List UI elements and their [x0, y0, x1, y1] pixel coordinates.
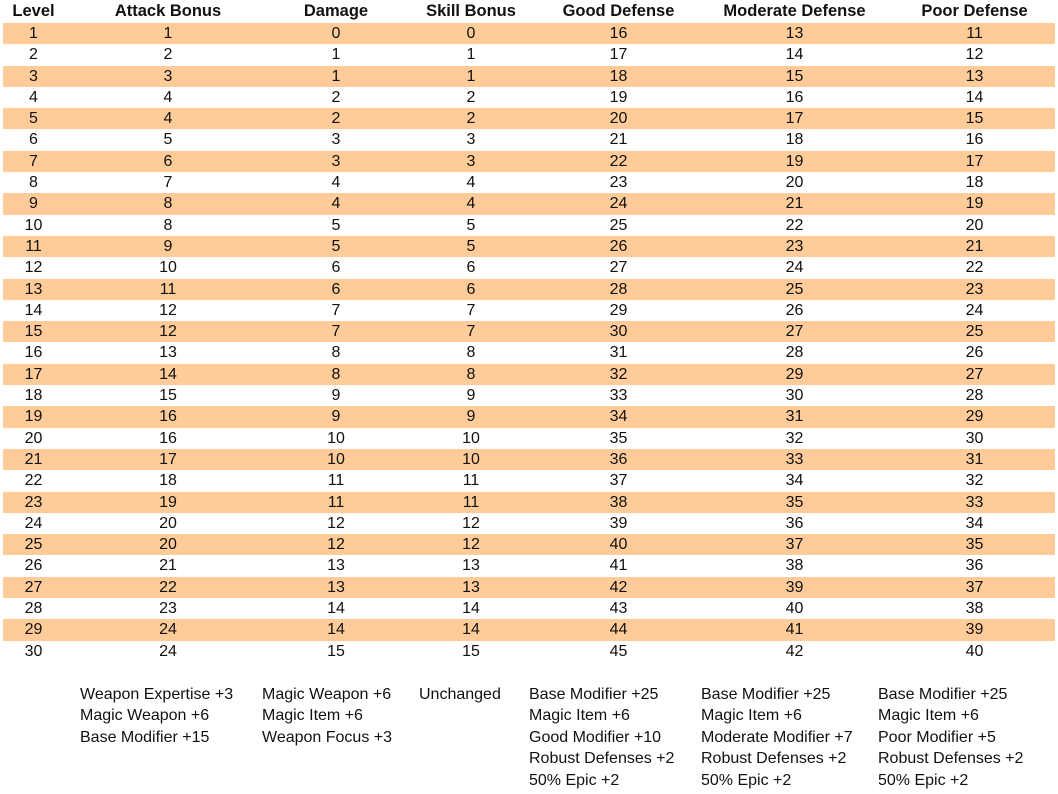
cell-level: 3	[3, 66, 64, 87]
cell-skill-bonus: 4	[400, 172, 542, 193]
note-line: 50% Epic +2	[701, 771, 792, 789]
cell-poor-defense: 37	[894, 577, 1055, 598]
table-row	[3, 428, 1055, 449]
cell-good-defense: 31	[542, 342, 695, 363]
cell-damage: 1	[272, 66, 400, 87]
cell-moderate-defense: 41	[695, 619, 894, 640]
cell-level: 27	[3, 577, 64, 598]
table-row	[3, 87, 1055, 108]
cell-level: 14	[3, 300, 64, 321]
cell-poor-defense: 15	[894, 108, 1055, 129]
cell-damage: 6	[272, 279, 400, 300]
note-line: Robust Defenses +2	[529, 750, 675, 768]
cell-good-defense: 25	[542, 215, 695, 236]
cell-poor-defense: 35	[894, 534, 1055, 555]
header-moderate-defense: Moderate Defense	[723, 2, 866, 20]
cell-good-defense: 32	[542, 364, 695, 385]
cell-damage: 10	[272, 428, 400, 449]
cell-moderate-defense: 14	[695, 44, 894, 65]
cell-moderate-defense: 40	[695, 598, 894, 619]
note-line: Magic Weapon +6	[262, 686, 392, 703]
cell-damage: 5	[272, 215, 400, 236]
cell-attack-bonus: 8	[64, 215, 272, 236]
note-line: Base Modifier +25	[529, 686, 659, 703]
cell-attack-bonus: 12	[64, 300, 272, 321]
note-line: Magic Item +6	[701, 707, 802, 725]
cell-damage: 11	[272, 470, 400, 491]
cell-poor-defense: 13	[894, 66, 1055, 87]
table-row	[3, 257, 1055, 278]
cell-skill-bonus: 4	[400, 193, 542, 214]
cell-damage: 12	[272, 513, 400, 534]
cell-poor-defense: 31	[894, 449, 1055, 470]
table-row	[3, 513, 1055, 534]
cell-level: 28	[3, 598, 64, 619]
cell-good-defense: 45	[542, 641, 695, 662]
cell-poor-defense: 12	[894, 44, 1055, 65]
cell-poor-defense: 40	[894, 641, 1055, 662]
cell-good-defense: 34	[542, 406, 695, 427]
cell-skill-bonus: 11	[400, 492, 542, 513]
cell-damage: 10	[272, 449, 400, 470]
cell-skill-bonus: 14	[400, 619, 542, 640]
cell-skill-bonus: 13	[400, 555, 542, 576]
cell-poor-defense: 16	[894, 129, 1055, 150]
cell-good-defense: 17	[542, 44, 695, 65]
cell-good-defense: 19	[542, 87, 695, 108]
table-row	[3, 555, 1055, 576]
cell-poor-defense: 39	[894, 619, 1055, 640]
cell-poor-defense: 26	[894, 342, 1055, 363]
note-line: 50% Epic +2	[529, 771, 620, 789]
cell-good-defense: 22	[542, 151, 695, 172]
cell-level: 25	[3, 534, 64, 555]
cell-skill-bonus: 1	[400, 44, 542, 65]
table-row	[3, 300, 1055, 321]
cell-attack-bonus: 21	[64, 555, 272, 576]
cell-moderate-defense: 18	[695, 129, 894, 150]
cell-skill-bonus: 14	[400, 598, 542, 619]
cell-moderate-defense: 28	[695, 342, 894, 363]
cell-damage: 14	[272, 598, 400, 619]
cell-poor-defense: 23	[894, 279, 1055, 300]
cell-level: 29	[3, 619, 64, 640]
cell-moderate-defense: 27	[695, 321, 894, 342]
cell-good-defense: 27	[542, 257, 695, 278]
cell-attack-bonus: 8	[64, 193, 272, 214]
cell-moderate-defense: 32	[695, 428, 894, 449]
table-row	[3, 23, 1055, 44]
cell-damage: 14	[272, 619, 400, 640]
cell-poor-defense: 34	[894, 513, 1055, 534]
cell-skill-bonus: 5	[400, 215, 542, 236]
cell-good-defense: 26	[542, 236, 695, 257]
cell-level: 1	[3, 23, 64, 44]
note-line: 50% Epic +2	[878, 771, 969, 789]
cell-attack-bonus: 10	[64, 257, 272, 278]
note-line: Good Modifier +10	[529, 728, 662, 746]
cell-moderate-defense: 15	[695, 66, 894, 87]
table-row	[3, 44, 1055, 65]
cell-good-defense: 35	[542, 428, 695, 449]
notes-damage	[262, 684, 392, 748]
cell-good-defense: 30	[542, 321, 695, 342]
cell-skill-bonus: 11	[400, 470, 542, 491]
cell-damage: 12	[272, 534, 400, 555]
cell-moderate-defense: 29	[695, 364, 894, 385]
cell-attack-bonus: 20	[64, 513, 272, 534]
table-row	[3, 279, 1055, 300]
cell-damage: 3	[272, 151, 400, 172]
cell-skill-bonus: 1	[400, 66, 542, 87]
cell-poor-defense: 29	[894, 406, 1055, 427]
cell-moderate-defense: 23	[695, 236, 894, 257]
cell-skill-bonus: 3	[400, 151, 542, 172]
cell-poor-defense: 30	[894, 428, 1055, 449]
cell-attack-bonus: 18	[64, 470, 272, 491]
table-row	[3, 364, 1055, 385]
cell-moderate-defense: 36	[695, 513, 894, 534]
cell-level: 22	[3, 470, 64, 491]
cell-attack-bonus: 1	[64, 23, 272, 44]
cell-damage: 3	[272, 129, 400, 150]
cell-poor-defense: 32	[894, 470, 1055, 491]
cell-attack-bonus: 4	[64, 87, 272, 108]
cell-level: 10	[3, 215, 64, 236]
cell-good-defense: 44	[542, 619, 695, 640]
cell-poor-defense: 18	[894, 172, 1055, 193]
cell-moderate-defense: 34	[695, 470, 894, 491]
cell-level: 26	[3, 555, 64, 576]
note-line: Unchanged	[419, 686, 501, 703]
header-level: Level	[12, 2, 55, 20]
cell-level: 19	[3, 406, 64, 427]
cell-moderate-defense: 35	[695, 492, 894, 513]
cell-damage: 5	[272, 236, 400, 257]
cell-skill-bonus: 7	[400, 321, 542, 342]
cell-attack-bonus: 4	[64, 108, 272, 129]
cell-skill-bonus: 12	[400, 513, 542, 534]
cell-attack-bonus: 22	[64, 577, 272, 598]
cell-good-defense: 39	[542, 513, 695, 534]
cell-attack-bonus: 3	[64, 66, 272, 87]
notes-skill-bonus	[419, 684, 501, 705]
table-row	[3, 151, 1055, 172]
table-row	[3, 449, 1055, 470]
cell-moderate-defense: 37	[695, 534, 894, 555]
table-row	[3, 406, 1055, 427]
note-line: Magic Weapon +6	[80, 707, 210, 725]
cell-moderate-defense: 17	[695, 108, 894, 129]
cell-level: 24	[3, 513, 64, 534]
cell-moderate-defense: 20	[695, 172, 894, 193]
cell-good-defense: 23	[542, 172, 695, 193]
notes-moderate-defense	[701, 684, 853, 791]
cell-attack-bonus: 2	[64, 44, 272, 65]
cell-attack-bonus: 23	[64, 598, 272, 619]
cell-damage: 6	[272, 257, 400, 278]
cell-moderate-defense: 25	[695, 279, 894, 300]
cell-skill-bonus: 6	[400, 257, 542, 278]
cell-level: 6	[3, 129, 64, 150]
cell-skill-bonus: 8	[400, 342, 542, 363]
cell-skill-bonus: 10	[400, 428, 542, 449]
cell-skill-bonus: 9	[400, 385, 542, 406]
cell-damage: 9	[272, 406, 400, 427]
cell-moderate-defense: 38	[695, 555, 894, 576]
cell-attack-bonus: 13	[64, 342, 272, 363]
cell-attack-bonus: 11	[64, 279, 272, 300]
cell-attack-bonus: 12	[64, 321, 272, 342]
cell-damage: 13	[272, 555, 400, 576]
notes-good-defense	[529, 684, 674, 791]
cell-level: 13	[3, 279, 64, 300]
note-line: Moderate Modifier +7	[701, 728, 853, 746]
cell-poor-defense: 22	[894, 257, 1055, 278]
cell-poor-defense: 17	[894, 151, 1055, 172]
cell-good-defense: 24	[542, 193, 695, 214]
header-poor-defense: Poor Defense	[921, 2, 1028, 20]
cell-level: 21	[3, 449, 64, 470]
table-row	[3, 236, 1055, 257]
cell-damage: 9	[272, 385, 400, 406]
cell-good-defense: 16	[542, 23, 695, 44]
note-line: Robust Defenses +2	[878, 750, 1024, 768]
note-line: Weapon Expertise +3	[80, 686, 234, 703]
cell-attack-bonus: 20	[64, 534, 272, 555]
cell-attack-bonus: 15	[64, 385, 272, 406]
cell-moderate-defense: 31	[695, 406, 894, 427]
table-row	[3, 193, 1055, 214]
cell-skill-bonus: 15	[400, 641, 542, 662]
cell-level: 23	[3, 492, 64, 513]
table-row	[3, 66, 1055, 87]
cell-level: 16	[3, 342, 64, 363]
cell-moderate-defense: 21	[695, 193, 894, 214]
cell-damage: 13	[272, 577, 400, 598]
cell-damage: 8	[272, 364, 400, 385]
notes-attack-bonus	[80, 684, 233, 748]
cell-level: 15	[3, 321, 64, 342]
cell-good-defense: 43	[542, 598, 695, 619]
stats-table	[3, 0, 1055, 662]
table-row	[3, 342, 1055, 363]
cell-good-defense: 29	[542, 300, 695, 321]
cell-level: 4	[3, 87, 64, 108]
cell-attack-bonus: 6	[64, 151, 272, 172]
cell-attack-bonus: 16	[64, 406, 272, 427]
table-row	[3, 534, 1055, 555]
table-row	[3, 321, 1055, 342]
table-body	[3, 23, 1055, 662]
cell-damage: 11	[272, 492, 400, 513]
note-line: Magic Item +6	[262, 707, 363, 725]
cell-skill-bonus: 5	[400, 236, 542, 257]
note-line: Weapon Focus +3	[262, 728, 393, 746]
cell-moderate-defense: 19	[695, 151, 894, 172]
cell-poor-defense: 24	[894, 300, 1055, 321]
cell-damage: 7	[272, 321, 400, 342]
cell-moderate-defense: 13	[695, 23, 894, 44]
cell-good-defense: 33	[542, 385, 695, 406]
cell-poor-defense: 25	[894, 321, 1055, 342]
header-damage: Damage	[303, 2, 369, 20]
cell-good-defense: 37	[542, 470, 695, 491]
cell-poor-defense: 14	[894, 87, 1055, 108]
cell-poor-defense: 33	[894, 492, 1055, 513]
cell-good-defense: 36	[542, 449, 695, 470]
cell-attack-bonus: 14	[64, 364, 272, 385]
table-row	[3, 172, 1055, 193]
note-line: Magic Item +6	[878, 707, 979, 725]
cell-attack-bonus: 5	[64, 129, 272, 150]
cell-attack-bonus: 17	[64, 449, 272, 470]
cell-damage: 4	[272, 172, 400, 193]
cell-level: 30	[3, 641, 64, 662]
cell-skill-bonus: 0	[400, 23, 542, 44]
cell-attack-bonus: 24	[64, 619, 272, 640]
cell-good-defense: 38	[542, 492, 695, 513]
header-good-defense: Good Defense	[562, 2, 675, 20]
cell-poor-defense: 27	[894, 364, 1055, 385]
cell-skill-bonus: 12	[400, 534, 542, 555]
cell-poor-defense: 11	[894, 23, 1055, 44]
table-row	[3, 619, 1055, 640]
cell-attack-bonus: 24	[64, 641, 272, 662]
cell-good-defense: 18	[542, 66, 695, 87]
notes-poor-defense	[878, 684, 1023, 791]
header-attack-bonus: Attack Bonus	[114, 2, 222, 20]
cell-damage: 2	[272, 108, 400, 129]
header-row	[3, 0, 1055, 23]
cell-skill-bonus: 3	[400, 129, 542, 150]
cell-good-defense: 40	[542, 534, 695, 555]
cell-good-defense: 42	[542, 577, 695, 598]
cell-poor-defense: 21	[894, 236, 1055, 257]
cell-level: 5	[3, 108, 64, 129]
table-row	[3, 577, 1055, 598]
cell-level: 20	[3, 428, 64, 449]
cell-moderate-defense: 33	[695, 449, 894, 470]
cell-moderate-defense: 42	[695, 641, 894, 662]
cell-moderate-defense: 22	[695, 215, 894, 236]
table-row	[3, 215, 1055, 236]
cell-level: 12	[3, 257, 64, 278]
cell-moderate-defense: 39	[695, 577, 894, 598]
cell-damage: 1	[272, 44, 400, 65]
cell-good-defense: 28	[542, 279, 695, 300]
cell-damage: 8	[272, 342, 400, 363]
cell-good-defense: 21	[542, 129, 695, 150]
cell-attack-bonus: 9	[64, 236, 272, 257]
cell-damage: 4	[272, 193, 400, 214]
table-row	[3, 385, 1055, 406]
cell-attack-bonus: 16	[64, 428, 272, 449]
cell-level: 17	[3, 364, 64, 385]
table-row	[3, 108, 1055, 129]
note-line: Robust Defenses +2	[701, 750, 847, 768]
cell-level: 8	[3, 172, 64, 193]
cell-level: 18	[3, 385, 64, 406]
cell-skill-bonus: 13	[400, 577, 542, 598]
note-line: Base Modifier +25	[878, 686, 1008, 703]
cell-damage: 15	[272, 641, 400, 662]
cell-attack-bonus: 7	[64, 172, 272, 193]
cell-skill-bonus: 6	[400, 279, 542, 300]
note-line: Magic Item +6	[529, 707, 630, 725]
cell-level: 11	[3, 236, 64, 257]
cell-good-defense: 41	[542, 555, 695, 576]
cell-poor-defense: 20	[894, 215, 1055, 236]
cell-poor-defense: 28	[894, 385, 1055, 406]
cell-damage: 0	[272, 23, 400, 44]
cell-poor-defense: 36	[894, 555, 1055, 576]
cell-damage: 7	[272, 300, 400, 321]
table-row	[3, 492, 1055, 513]
cell-damage: 2	[272, 87, 400, 108]
cell-moderate-defense: 24	[695, 257, 894, 278]
cell-attack-bonus: 19	[64, 492, 272, 513]
note-line: Poor Modifier +5	[878, 728, 996, 746]
cell-skill-bonus: 7	[400, 300, 542, 321]
cell-good-defense: 20	[542, 108, 695, 129]
note-line: Base Modifier +25	[701, 686, 831, 703]
cell-level: 2	[3, 44, 64, 65]
cell-level: 7	[3, 151, 64, 172]
cell-poor-defense: 19	[894, 193, 1055, 214]
cell-moderate-defense: 30	[695, 385, 894, 406]
cell-skill-bonus: 9	[400, 406, 542, 427]
cell-level: 9	[3, 193, 64, 214]
header-skill-bonus: Skill Bonus	[426, 2, 516, 20]
cell-moderate-defense: 26	[695, 300, 894, 321]
note-line: Base Modifier +15	[80, 728, 210, 746]
table-row	[3, 129, 1055, 150]
cell-poor-defense: 38	[894, 598, 1055, 619]
cell-skill-bonus: 8	[400, 364, 542, 385]
cell-skill-bonus: 2	[400, 87, 542, 108]
table-row	[3, 598, 1055, 619]
cell-skill-bonus: 2	[400, 108, 542, 129]
table-row	[3, 641, 1055, 662]
cell-skill-bonus: 10	[400, 449, 542, 470]
cell-moderate-defense: 16	[695, 87, 894, 108]
table-row	[3, 470, 1055, 491]
